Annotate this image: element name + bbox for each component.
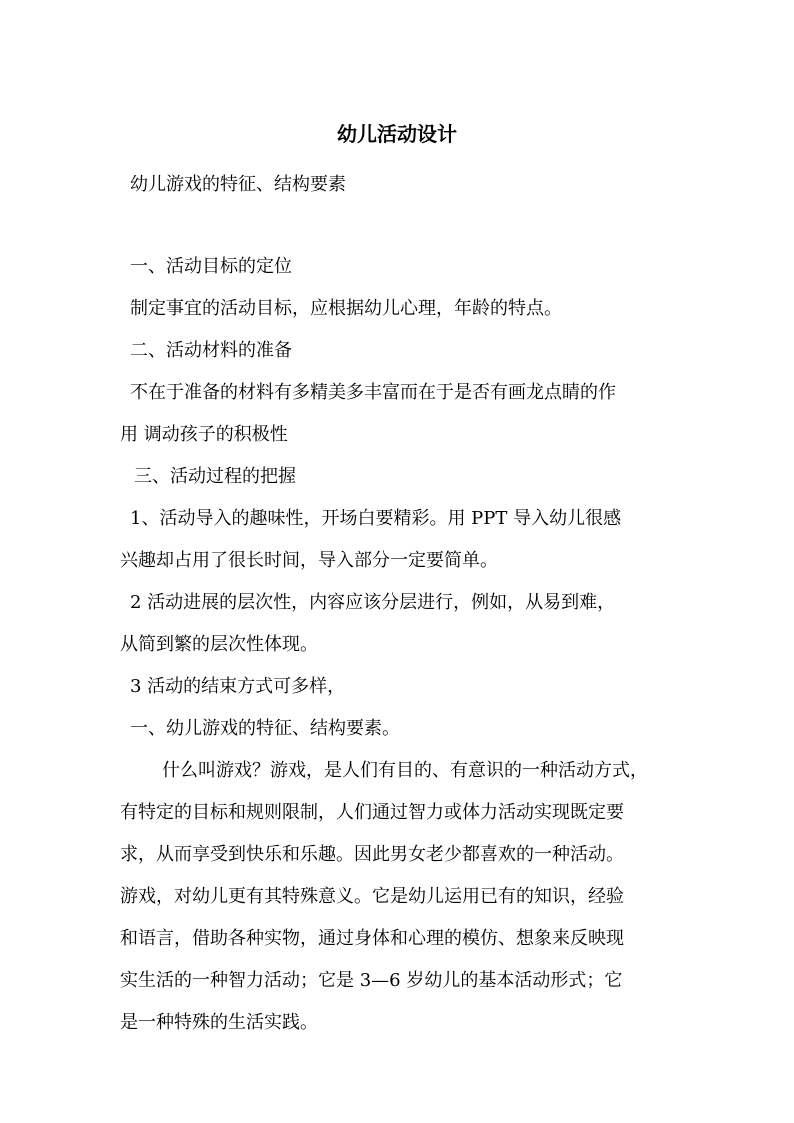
body-line: 2 活动进展的层次性，内容应该分层进行，例如，从易到难， bbox=[130, 592, 616, 613]
document-title: 幼儿活动设计 bbox=[337, 122, 457, 146]
body-line: 1、活动导入的趣味性，开场白要精彩。用 PPT 导入幼儿很感 bbox=[130, 508, 622, 529]
body-line: 兴趣却占用了很长时间，导入部分一定要简单。 bbox=[120, 550, 498, 571]
paragraph-line: 和语言，借助各种实物，通过身体和心理的模仿、想象来反映现 bbox=[120, 928, 624, 949]
body-line: 从简到繁的层次性体现。 bbox=[120, 634, 318, 655]
paragraph-line: 游戏，对幼儿更有其特殊意义。它是幼儿运用已有的知识，经验 bbox=[120, 886, 624, 907]
body-line: 用 调动孩子的积极性 bbox=[120, 424, 288, 445]
document-body bbox=[120, 164, 680, 1044]
paragraph-line: 实生活的一种智力活动；它是 3—6 岁幼儿的基本活动形式；它 bbox=[120, 970, 623, 991]
body-line: 制定事宜的活动目标，应根据幼儿心理，年龄的特点。 bbox=[130, 298, 562, 319]
section-heading-3: 三、活动过程的把握 bbox=[134, 466, 296, 487]
paragraph-line: 求，从而享受到快乐和乐趣。因此男女老少都喜欢的一种活动。 bbox=[120, 844, 624, 865]
paragraph-line: 是一种特殊的生活实践。 bbox=[120, 1012, 318, 1033]
paragraph-line: 有特定的目标和规则限制，人们通过智力或体力活动实现既定要 bbox=[120, 802, 624, 823]
body-line: 不在于准备的材料有多精美多丰富而在于是否有画龙点睛的作 bbox=[130, 382, 616, 403]
blank-gap bbox=[120, 206, 680, 246]
section-heading-1: 一、活动目标的定位 bbox=[130, 256, 292, 277]
body-line: 3 活动的结束方式可多样， bbox=[130, 676, 346, 697]
subtitle-line: 幼儿游戏的特征、结构要素 bbox=[130, 174, 346, 195]
section-heading-4: 一、幼儿游戏的特征、结构要素。 bbox=[130, 718, 400, 739]
section-heading-2: 二、活动材料的准备 bbox=[130, 340, 292, 361]
paragraph-first-line: 什么叫游戏？游戏，是人们有目的、有意识的一种活动方式， bbox=[162, 760, 648, 781]
